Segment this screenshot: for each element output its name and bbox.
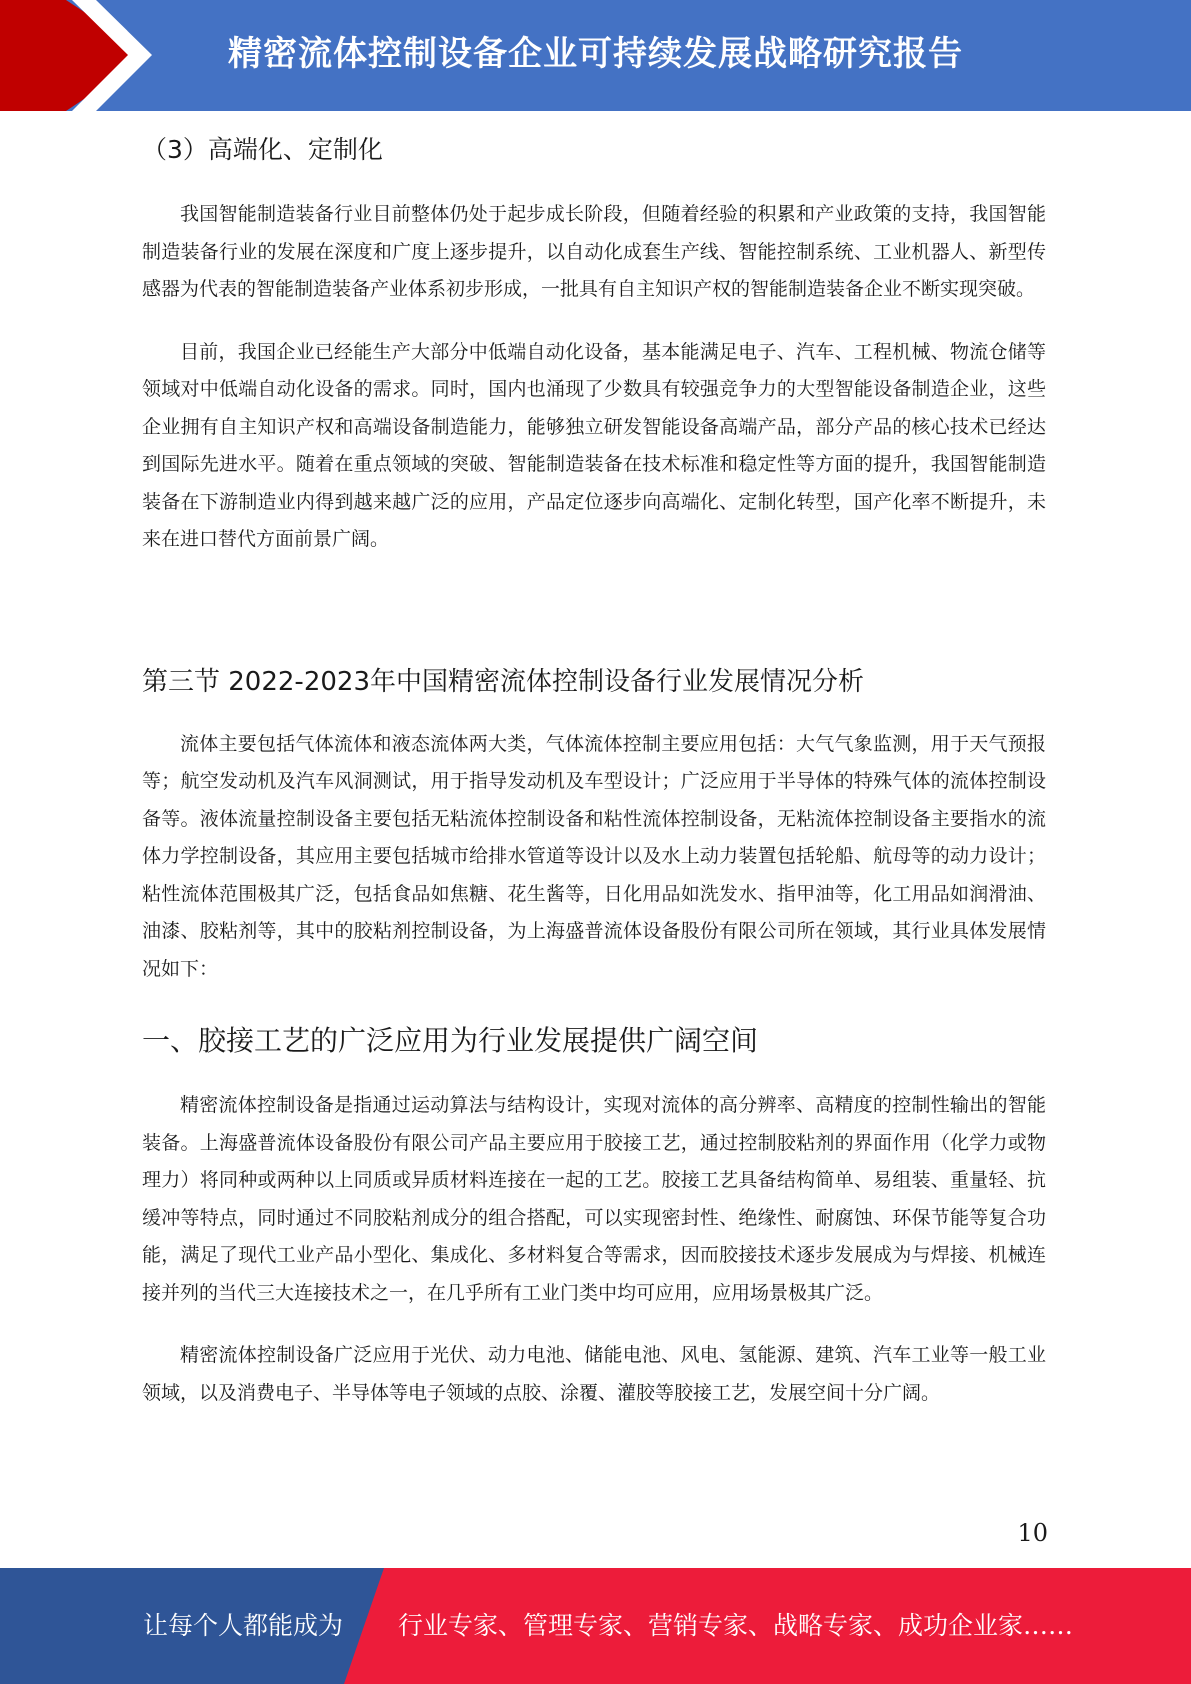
paragraph: 目前，我国企业已经能生产大部分中低端自动化设备，基本能满足电子、汽车、工程机械、物流仓储等领域对中低端自动化设备的需求。同时，国内也涌现了少数具有较强竞争力的大型智能设备制造企业，这些企业拥有自主知识产权和高端设备制造能力，能够独立研发智能设备高端产品，部分产品的核心技术已经达到国际先进水平。随着在重点领域的突破、智能制造装备在技术标准和稳定性等方面的提升，我国智能制造装备在下游制造业内得到越来越广泛的应用，产品定位逐步向高端化、定制化转型，国产化率不断提升，未来在进口替代方面前景广阔。 xyxy=(142,340,1046,550)
header-title: 精密流体控制设备企业可持续发展战略研究报告 xyxy=(228,34,963,74)
subsection-title-high-end: （3）高端化、定制化 xyxy=(142,135,383,164)
section-title-third: 第三节 2022-2023年中国精密流体控制设备行业发展情况分析 xyxy=(142,666,864,697)
footer-slogan-right: 行业专家、管理专家、营销专家、战略专家、成功企业家…… xyxy=(398,1611,1074,1640)
document-body xyxy=(142,122,1046,1437)
footer-slogan-left: 让每个人都能成为 xyxy=(143,1611,344,1640)
paragraph: 我国智能制造装备行业目前整体仍处于起步成长阶段，但随着经验的积累和产业政策的支持，我国智能制造装备行业的发展在深度和广度上逐步提升，以自动化成套生产线、智能控制系统、工业机器人、新型传感器为代表的智能制造装备产业体系初步形成，一批具有自主知识产权的智能制造装备企业不断实现突破。 xyxy=(142,203,1046,300)
page-number: 10 xyxy=(1017,1519,1048,1547)
page-footer xyxy=(0,1568,1191,1684)
paragraph: 精密流体控制设备广泛应用于光伏、动力电池、储能电池、风电、氢能源、建筑、汽车工业等一般工业领域，以及消费电子、半导体等电子领域的点胶、涂覆、灌胶等胶接工艺，发展空间十分广阔。 xyxy=(142,1344,1046,1404)
page-header xyxy=(0,0,1191,111)
paragraph: 流体主要包括气体流体和液态流体两大类，气体流体控制主要应用包括：大气气象监测，用于天气预报等；航空发动机及汽车风洞测试，用于指导发动机及车型设计；广泛应用于半导体的特殊气体的流体控制设备等。液体流量控制设备主要包括无粘流体控制设备和粘性流体控制设备，无粘流体控制设备主要指水的流体力学控制设备，其应用主要包括城市给排水管道等设计以及水上动力装置包括轮船、航母等的动力设计；粘性流体范围极其广泛，包括食品如焦糖、花生酱等，日化用品如洗发水、指甲油等，化工用品如润滑油、油漆、胶粘剂等，其中的胶粘剂控制设备，为上海盛普流体设备股份有限公司所在领域，其行业具体发展情况如下： xyxy=(142,732,1046,980)
paragraph: 精密流体控制设备是指通过运动算法与结构设计，实现对流体的高分辨率、高精度的控制性输出的智能装备。上海盛普流体设备股份有限公司产品主要应用于胶接工艺，通过控制胶粘剂的界面作用（化学力或物理力）将同种或两种以上同质或异质材料连接在一起的工艺。胶接工艺具备结构简单、易组装、重量轻、抗缓冲等特点，同时通过不同胶粘剂成分的组合搭配，可以实现密封性、绝缘性、耐腐蚀、环保节能等复合功能，满足了现代工业产品小型化、集成化、多材料复合等需求，因而胶接技术逐步发展成为与焊接、机械连接并列的当代三大连接技术之一，在几乎所有工业门类中均可应用，应用场景极其广泛。 xyxy=(142,1094,1046,1304)
section-spacer xyxy=(142,584,1046,654)
part-title-one: 一、胶接工艺的广泛应用为行业发展提供广阔空间 xyxy=(142,1024,759,1057)
